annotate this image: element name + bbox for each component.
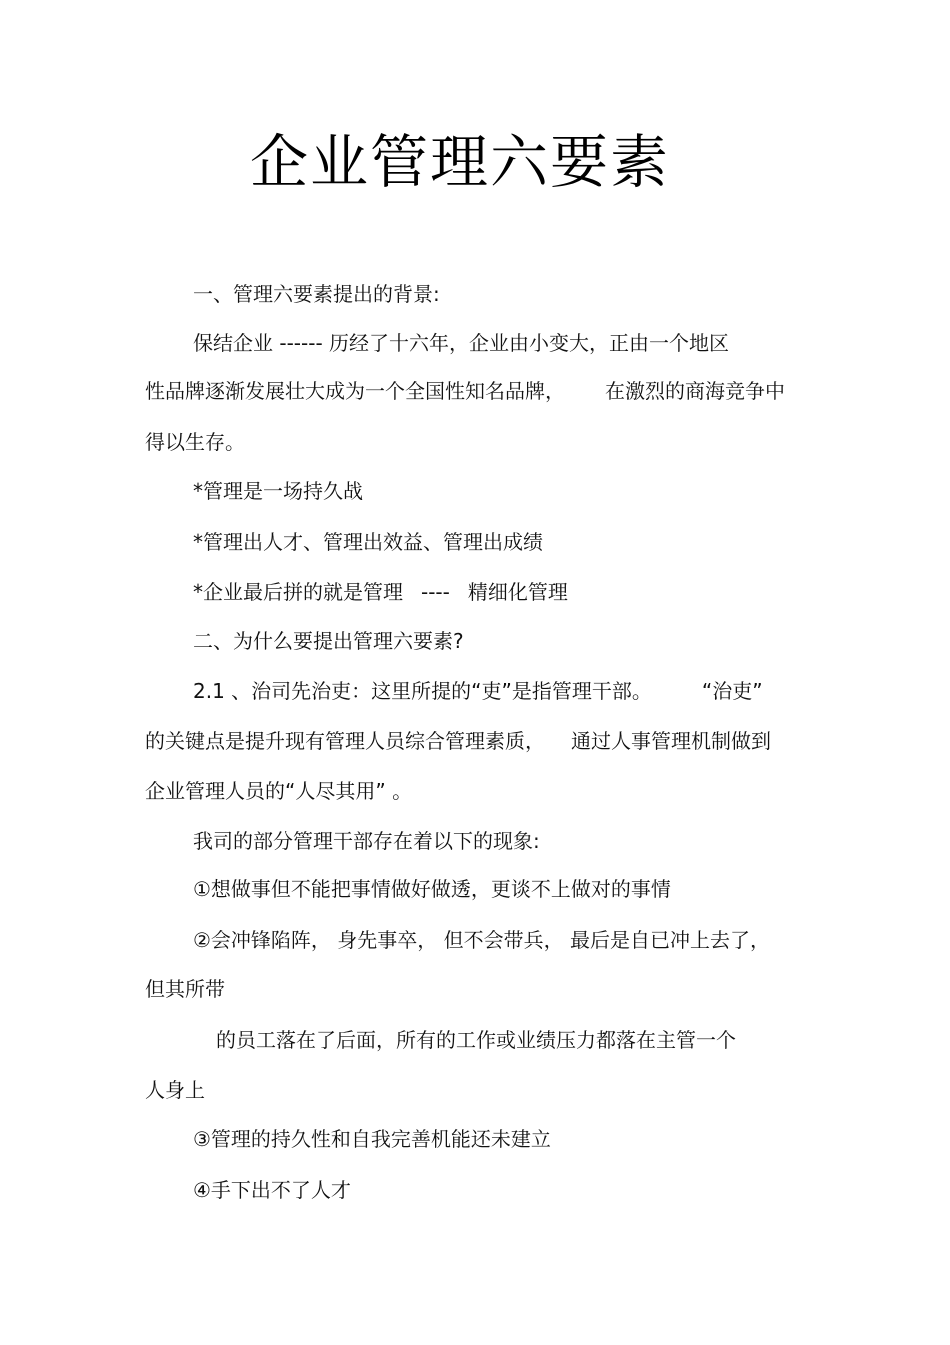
paragraph-line: 得以生存。 xyxy=(145,430,245,454)
list-item: ②会冲锋陷阵， 身先事卒， 但不会带兵， 最后是自已冲上去了， xyxy=(193,928,771,952)
text-segment: 在激烈的商海竞争中 xyxy=(605,379,785,403)
text-segment: “治吏” xyxy=(701,679,763,703)
list-item: ③管理的持久性和自我完善机能还未建立 xyxy=(193,1127,551,1151)
bullet-item: *管理出人才、管理出效益、管理出成绩 xyxy=(193,530,543,554)
bullet-item: *管理是一场持久战 xyxy=(193,479,363,503)
list-item: ①想做事但不能把事情做好做透，更谈不上做对的事情 xyxy=(193,877,671,901)
text-segment: 精细化管理 xyxy=(467,580,568,604)
list-item-continuation: 但其所带 xyxy=(145,977,225,1001)
text-segment: 通过人事管理机制做到 xyxy=(571,729,771,753)
list-item-continuation: 的员工落在了后面，所有的工作或业绩压力都落在主管一个 xyxy=(216,1028,736,1052)
text-segment: 2.1 、治司先治吏：这里所提的“吏”是指管理干部。 xyxy=(193,679,652,703)
paragraph-line xyxy=(145,727,771,755)
bullet-item xyxy=(193,578,568,606)
text-segment: ---- xyxy=(421,580,450,604)
text-segment: 性品牌逐渐发展壮大成为一个全国性知名品牌， xyxy=(145,379,565,403)
list-item-continuation: 人身上 xyxy=(145,1078,205,1102)
text-segment: *企业最后拼的就是管理 xyxy=(193,580,403,604)
list-item: ④手下出不了人才 xyxy=(193,1178,351,1202)
document-title: 企业管理六要素 xyxy=(249,128,670,196)
text-segment: 的关键点是提升现有管理人员综合管理素质， xyxy=(145,729,545,753)
paragraph-line: 保结企业 ------ 历经了十六年，企业由小变大，正由一个地区 xyxy=(193,331,730,355)
paragraph-line: 我司的部分管理干部存在着以下的现象: xyxy=(193,829,540,853)
section-heading-1: 一、管理六要素提出的背景: xyxy=(193,282,440,306)
paragraph-line xyxy=(145,377,785,405)
section-heading-2: 二、为什么要提出管理六要素? xyxy=(193,629,464,653)
paragraph-line: 企业管理人员的“人尽其用” 。 xyxy=(145,779,413,803)
paragraph-line xyxy=(193,677,763,705)
